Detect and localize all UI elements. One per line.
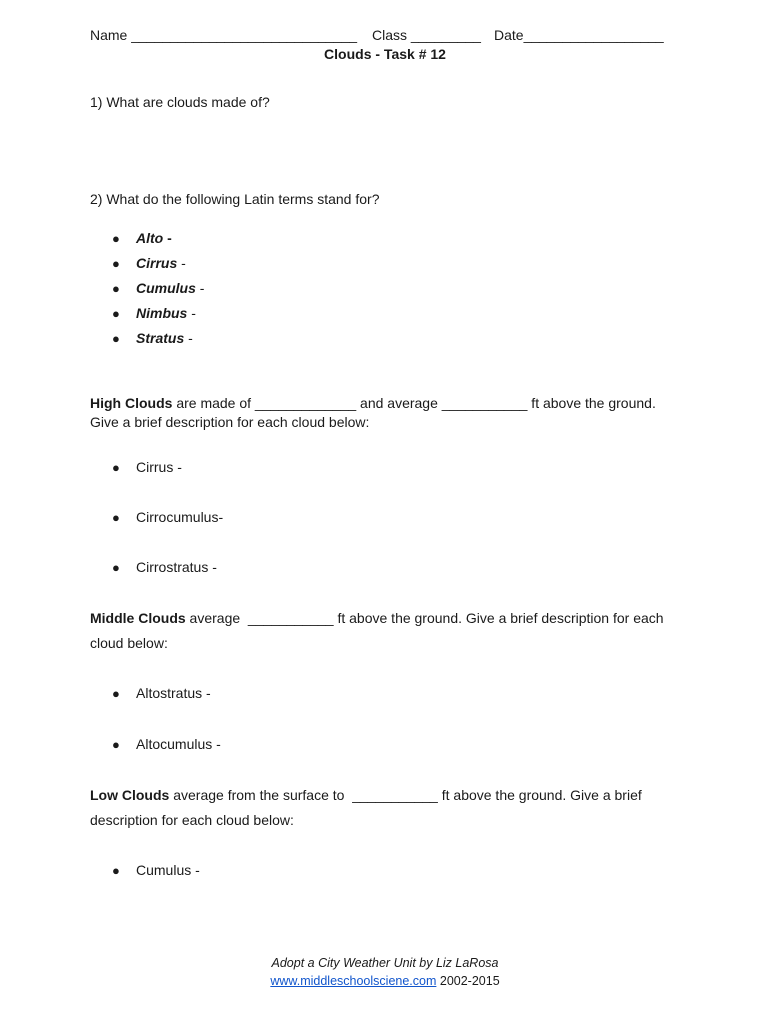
latin-term: Alto [136, 230, 164, 246]
low-clouds-intro [90, 787, 642, 803]
bullet-icon: ● [112, 686, 120, 701]
page-title: Clouds - Task # 12 [324, 46, 446, 62]
bullet-icon: ● [112, 460, 120, 475]
footer-website-link[interactable]: www.middleschoolsciene.com [270, 974, 437, 988]
date-field-label: Date__________________ [494, 27, 664, 43]
latin-term-dash: - [184, 330, 193, 346]
high-clouds-intro [90, 395, 656, 411]
latin-term: Nimbus [136, 305, 188, 321]
low-clouds-instruction: description for each cloud below: [90, 812, 294, 828]
list-item [136, 255, 186, 271]
bullet-icon: ● [112, 231, 120, 246]
latin-term-dash: - [195, 280, 205, 296]
list-item: Cirrocumulus- [136, 509, 224, 525]
list-item: Cumulus - [136, 862, 200, 878]
list-item: Cirrostratus - [136, 559, 217, 575]
latin-term-dash: - [163, 230, 172, 246]
bullet-icon: ● [112, 331, 120, 346]
class-field-label: Class _________ [372, 27, 481, 43]
high-clouds-text: are made of _____________ and average ___________ ft above the ground. [172, 395, 656, 411]
footer-credit: Adopt a City Weather Unit by Liz LaRosa [271, 956, 499, 970]
bullet-icon: ● [112, 510, 120, 525]
list-item [136, 305, 196, 321]
bullet-icon: ● [112, 863, 120, 878]
middle-clouds-instruction: cloud below: [90, 635, 168, 651]
list-item: Altocumulus - [136, 736, 221, 752]
question-2: 2) What do the following Latin terms stand for? [90, 191, 380, 207]
bullet-icon: ● [112, 281, 120, 296]
list-item [136, 330, 193, 346]
footer-years: 2002-2015 [436, 974, 500, 988]
bullet-icon: ● [112, 306, 120, 321]
question-1: 1) What are clouds made of? [90, 94, 270, 110]
middle-clouds-text: average ___________ ft above the ground. Give a brief description for each [185, 610, 664, 626]
low-clouds-heading: Low Clouds [90, 787, 170, 803]
latin-term: Cirrus [136, 255, 178, 271]
latin-term: Cumulus [136, 280, 196, 296]
list-item: Altostratus - [136, 685, 211, 701]
name-field-label: Name _____________________________ [90, 27, 358, 43]
bullet-icon: ● [112, 737, 120, 752]
list-item [136, 280, 204, 296]
low-clouds-text: average from the surface to ___________ ft above the ground. Give a brief [169, 787, 642, 803]
latin-term-dash: - [187, 305, 196, 321]
bullet-icon: ● [112, 560, 120, 575]
middle-clouds-heading: Middle Clouds [90, 610, 186, 626]
high-clouds-instruction: Give a brief description for each cloud below: [90, 414, 370, 430]
latin-term-dash: - [177, 255, 186, 271]
list-item: Cirrus - [136, 459, 182, 475]
footer-link-line [0, 974, 770, 988]
latin-term: Stratus [136, 330, 185, 346]
list-item [136, 230, 172, 246]
high-clouds-heading: High Clouds [90, 395, 173, 411]
middle-clouds-intro [90, 610, 664, 626]
bullet-icon: ● [112, 256, 120, 271]
